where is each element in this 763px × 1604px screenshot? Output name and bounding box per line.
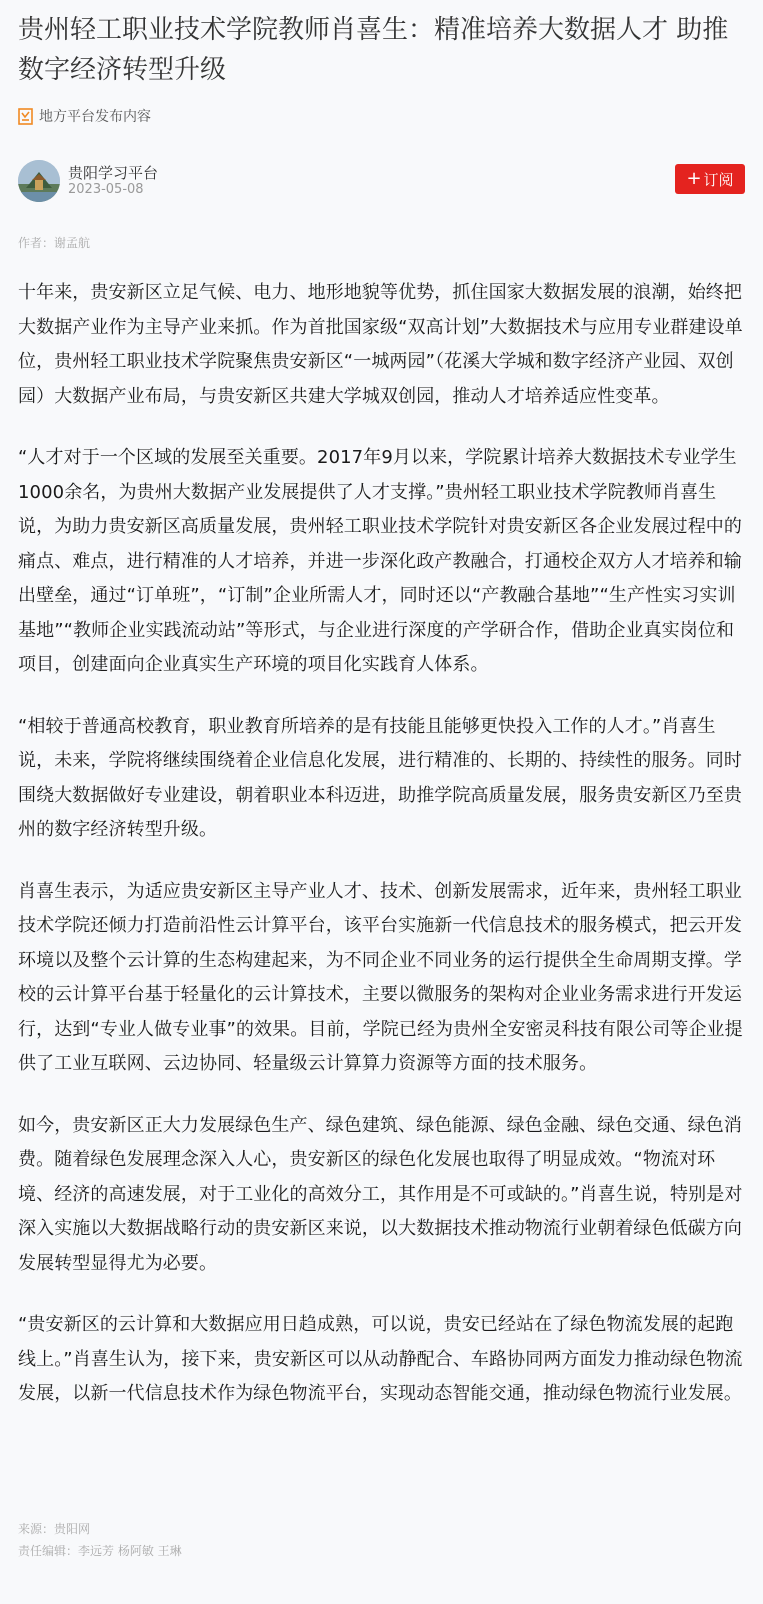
- platform-tag: [18, 106, 151, 126]
- paragraph-3: “相较于普通高校教育，职业教育所培养的是有技能且能够更快投入工作的人才。”肖喜生说，未来，学院将继续围绕着企业信息化发展，进行精准的、长期的、持续性的服务。同时围绕大数据做好专业建设，朝着职业本科迈进，助推学院高质量发展，服务贵安新区乃至贵州的数字经济转型升级。: [18, 715, 742, 840]
- footer-editor-value: 李远芳 杨阿敏 王琳: [78, 1544, 182, 1558]
- platform-tag-label: 地方平台发布内容: [39, 109, 151, 125]
- source-name[interactable]: 贵阳学习平台: [68, 164, 159, 182]
- subscribe-label: 订阅: [703, 170, 734, 189]
- footer-source: [18, 1518, 182, 1540]
- paragraph-4: 肖喜生表示，为适应贵安新区主导产业人才、技术、创新发展需求，近年来，贵州轻工职业技术学院还倾力打造前沿性云计算平台，该平台实施新一代信息技术的服务模式，把云开发环境以及整个云计算的生态构建起来，为不同企业不同业务的运行提供全生命周期支撑。学校的云计算平台基于轻量化的云计算技术，主要以微服务的架构对企业业务需求进行开发运行，达到“专业人做专业事”的效果。目前，学院已经为贵州全安密灵科技有限公司等企业提供了工业互联网、云边协同、轻量级云计算算力资源等方面的技术服务。: [18, 880, 743, 1074]
- source-row: [18, 160, 745, 204]
- footer-editor: [18, 1540, 182, 1562]
- publish-date: 2023-05-08: [68, 182, 144, 197]
- footer-source-value: 贵阳网: [54, 1522, 91, 1536]
- paragraph-5: 如今，贵安新区正大力发展绿色生产、绿色建筑、绿色能源、绿色金融、绿色交通、绿色消费。随着绿色发展理念深入人心，贵安新区的绿色化发展也取得了明显成效。“物流对环境、经济的高速发展，对于工业化的高效分工，其作用是不可或缺的。”肖喜生说，特别是对深入实施以大数据战略行动的贵安新区来说，以大数据技术推动物流行业朝着绿色低碳方向发展转型显得尤为必要。: [18, 1114, 743, 1274]
- source-avatar[interactable]: [18, 160, 60, 202]
- paragraph-2: “人才对于一个区域的发展至关重要。2017年9月以来，学院累计培养大数据技术专业学生1000余名，为贵州大数据产业发展提供了人才支撑。”贵州轻工职业技术学院教师肖喜生说，为助力贵安新区高质量发展，贵州轻工职业技术学院针对贵安新区各企业发展过程中的痛点、难点，进行精准的人才培养，并进一步深化政产教融合，打通校企双方人才培养和输出壁垒，通过“订单班”，“订制”企业所需人才，同时还以“产教融合基地”“生产性实习实训基地”“教师企业实践流动站”等形式，与企业进行深度的产学研合作，借助企业真实岗位和项目，创建面向企业真实生产环境的项目化实践育人体系。: [18, 447, 742, 675]
- subscribe-button[interactable]: [675, 164, 745, 194]
- plus-icon: +: [686, 168, 702, 189]
- footer-source-label: 来源：: [18, 1522, 55, 1536]
- article-body: [18, 276, 745, 1439]
- bookmark-icon: [18, 108, 33, 125]
- footer-editor-label: 责任编辑：: [18, 1544, 79, 1558]
- paragraph-1: 十年来，贵安新区立足气候、电力、地形地貌等优势，抓住国家大数据发展的浪潮，始终把大数据产业作为主导产业来抓。作为首批国家级“双高计划”大数据技术与应用专业群建设单位，贵州轻工职业技术学院聚焦贵安新区“一城两园”（花溪大学城和数字经济产业园、双创园）大数据产业布局，与贵安新区共建大学城双创园，推动人才培养适应性变革。: [18, 282, 743, 407]
- article-footer: [18, 1518, 182, 1562]
- article-title: 贵州轻工职业技术学院教师肖喜生：精准培养大数据人才 助推数字经济转型升级: [18, 15, 729, 85]
- author-byline: 作者：谢孟航: [18, 236, 91, 250]
- paragraph-6: “贵安新区的云计算和大数据应用日趋成熟，可以说，贵安已经站在了绿色物流发展的起跑线上。”肖喜生认为，接下来，贵安新区可以从动静配合、车路协同两方面发力推动绿色物流发展，以新一代信息技术作为绿色物流平台，实现动态智能交通，推动绿色物流行业发展。: [18, 1314, 743, 1404]
